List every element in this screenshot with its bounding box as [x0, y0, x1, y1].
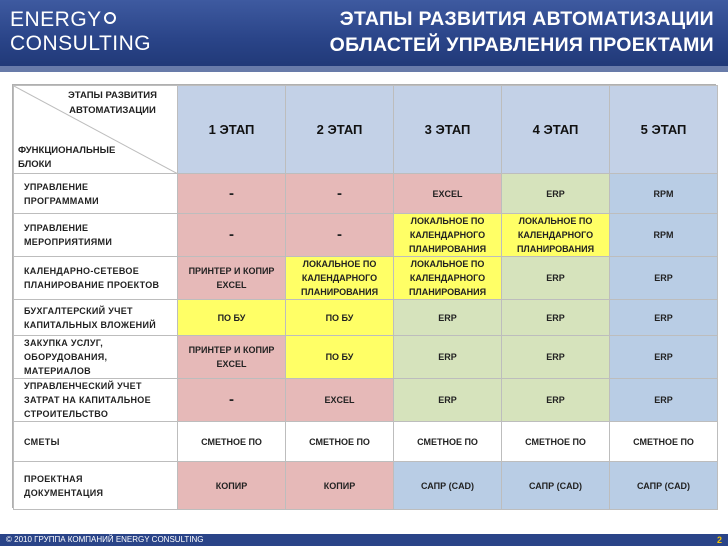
- header-stripe: [0, 66, 728, 72]
- row-label: [14, 379, 178, 422]
- table-cell: [178, 462, 286, 510]
- cell-text: EXCEL: [216, 359, 247, 369]
- table-cell: [502, 174, 610, 214]
- cell-text: КАЛЕНДАРНОГО: [301, 273, 378, 283]
- cell-text: КАЛЕНДАРНОГО: [517, 230, 594, 240]
- table-row: [14, 174, 718, 214]
- cell-text: ЛОКАЛЬНОЕ ПО: [410, 259, 485, 269]
- table-row: [14, 422, 718, 462]
- row-label: [14, 214, 178, 257]
- table-row: [14, 214, 718, 257]
- table-cell: [394, 462, 502, 510]
- slide-title: [330, 6, 714, 58]
- row-label-line: ДОКУМЕНТАЦИЯ: [24, 487, 104, 498]
- table-cell: [286, 422, 394, 462]
- table-corner-header: [14, 86, 178, 174]
- table-cell: [610, 336, 718, 379]
- cell-text: СМЕТНОЕ ПО: [201, 436, 262, 447]
- cell-text: ERP: [654, 312, 673, 323]
- cell-text: ERP: [438, 312, 457, 323]
- cell-text: -: [229, 391, 234, 408]
- logo-line-1: ENERGY: [10, 8, 151, 32]
- cell-text: ПЛАНИРОВАНИЯ: [408, 244, 487, 254]
- row-label: [14, 257, 178, 300]
- table-cell: [394, 214, 502, 257]
- row-label-line: УПРАВЛЕНИЕ: [24, 223, 89, 233]
- cell-text: ERP: [546, 312, 565, 323]
- table-cell: [286, 174, 394, 214]
- cell-text: RPM: [653, 230, 674, 240]
- row-label-line: СМЕТЫ: [24, 436, 60, 447]
- cell-text: ПО БУ: [325, 352, 354, 362]
- cell-text: ERP: [546, 188, 565, 199]
- cell-text: ERP: [438, 352, 457, 362]
- cell-text: ПРИНТЕР И КОПИР: [188, 266, 275, 276]
- cell-text: ЛОКАЛЬНОЕ ПО: [410, 216, 485, 226]
- table-cell: [610, 379, 718, 422]
- table-cell: [610, 214, 718, 257]
- copyright-text: © 2010 ГРУППА КОМПАНИЙ ENERGY CONSULTING: [6, 535, 204, 544]
- table-cell: [610, 257, 718, 300]
- cell-text: EXCEL: [216, 280, 247, 290]
- cell-text: -: [229, 184, 234, 202]
- table-row: [14, 462, 718, 510]
- table-cell: [286, 462, 394, 510]
- row-label-line: КАПИТАЛЬНЫХ ВЛОЖЕНИЙ: [24, 319, 156, 330]
- cell-text: ERP: [546, 352, 565, 362]
- table-cell: [394, 336, 502, 379]
- table-cell: [610, 174, 718, 214]
- row-label-line: ЗАТРАТ НА КАПИТАЛЬНОЕ: [24, 395, 151, 405]
- stage-header-1: 1 ЭТАП: [178, 86, 286, 174]
- row-label-line: ПЛАНИРОВАНИЕ ПРОЕКТОВ: [24, 280, 160, 290]
- automation-stages-table: [12, 84, 716, 508]
- table-row: [14, 336, 718, 379]
- logo-ring-icon: [104, 12, 116, 24]
- stage-header-4: 4 ЭТАП: [502, 86, 610, 174]
- row-label: [14, 300, 178, 336]
- table-cell: [178, 214, 286, 257]
- cell-text: КАЛЕНДАРНОГО: [409, 230, 486, 240]
- stage-header-2: 2 ЭТАП: [286, 86, 394, 174]
- table-cell: [178, 336, 286, 379]
- table-cell: [502, 462, 610, 510]
- table-cell: [502, 257, 610, 300]
- cell-text: ЛОКАЛЬНОЕ ПО: [302, 259, 377, 269]
- row-label-line: ЗАКУПКА УСЛУГ,: [24, 338, 103, 348]
- cell-text: ERP: [546, 273, 565, 283]
- slide-footer: [0, 534, 728, 546]
- row-label-line: КАЛЕНДАРНО-СЕТЕВОЕ: [24, 266, 140, 276]
- table-row: [14, 300, 718, 336]
- title-line-2: ОБЛАСТЕЙ УПРАВЛЕНИЯ ПРОЕКТАМИ: [329, 34, 714, 56]
- cell-text: ERP: [654, 352, 673, 362]
- cell-text: ERP: [546, 395, 565, 405]
- table-cell: [178, 174, 286, 214]
- row-label-line: ОБОРУДОВАНИЯ,: [24, 352, 108, 362]
- table-cell: [610, 300, 718, 336]
- table-cell: [394, 257, 502, 300]
- title-line-1: ЭТАПЫ РАЗВИТИЯ АВТОМАТИЗАЦИИ: [339, 8, 714, 30]
- table-cell: [286, 214, 394, 257]
- cell-text: ПРИНТЕР И КОПИР: [188, 345, 275, 355]
- row-label-line: ПРОЕКТНАЯ: [24, 473, 83, 484]
- cell-text: КОПИР: [323, 480, 356, 491]
- table-cell: [502, 300, 610, 336]
- table-cell: [286, 379, 394, 422]
- row-label: [14, 462, 178, 510]
- cell-text: ПЛАНИРОВАНИЯ: [408, 287, 487, 297]
- table-cell: [394, 300, 502, 336]
- table-cell: [394, 422, 502, 462]
- cell-text: СМЕТНОЕ ПО: [417, 436, 478, 447]
- table-cell: [610, 462, 718, 510]
- cell-text: ПЛАНИРОВАНИЯ: [516, 244, 595, 254]
- table-cell: [178, 300, 286, 336]
- table-cell: [502, 422, 610, 462]
- logo-line-2: CONSULTING: [10, 32, 152, 55]
- row-label: [14, 174, 178, 214]
- cell-text: EXCEL: [324, 395, 355, 405]
- row-label: [14, 336, 178, 379]
- cell-text: ПО БУ: [217, 312, 246, 323]
- cell-text: RPM: [653, 188, 674, 199]
- table-cell: [286, 336, 394, 379]
- cell-text: СМЕТНОЕ ПО: [633, 436, 694, 447]
- cell-text: -: [229, 226, 234, 243]
- table-row: [14, 257, 718, 300]
- cell-text: САПР (CAD): [636, 480, 691, 491]
- table-cell: [178, 257, 286, 300]
- table-cell: [286, 257, 394, 300]
- cell-text: САПР (CAD): [528, 480, 583, 491]
- corner-stages-label: ЭТАПЫ РАЗВИТИЯ АВТОМАТИЗАЦИИ: [68, 90, 157, 116]
- cell-text: EXCEL: [432, 188, 463, 199]
- slide-header: [0, 0, 728, 72]
- cell-text: -: [337, 184, 342, 202]
- cell-text: ЛОКАЛЬНОЕ ПО: [518, 216, 593, 226]
- stage-header-3: 3 ЭТАП: [394, 86, 502, 174]
- row-label-line: МЕРОПРИЯТИЯМИ: [24, 237, 113, 247]
- page-number: 2: [716, 535, 722, 545]
- cell-text: ERP: [654, 273, 673, 283]
- table-cell: [502, 214, 610, 257]
- table-cell: [286, 300, 394, 336]
- row-label-line: ПРОГРАММАМИ: [24, 195, 99, 206]
- table-cell: [502, 379, 610, 422]
- cell-text: -: [337, 226, 342, 243]
- cell-text: САПР (CAD): [420, 480, 475, 491]
- cell-text: СМЕТНОЕ ПО: [309, 436, 370, 447]
- table-cell: [178, 422, 286, 462]
- cell-text: ПЛАНИРОВАНИЯ: [300, 287, 379, 297]
- row-label-line: СТРОИТЕЛЬСТВО: [24, 409, 109, 419]
- row-label-line: УПРАВЛЕНЧЕСКИЙ УЧЕТ: [24, 381, 142, 391]
- cell-text: КАЛЕНДАРНОГО: [409, 273, 486, 283]
- table-cell: [394, 379, 502, 422]
- cell-text: КОПИР: [215, 480, 248, 491]
- corner-blocks-label: ФУНКЦИОНАЛЬНЫЕ БЛОКИ: [18, 145, 116, 170]
- row-label-line: УПРАВЛЕНИЕ: [24, 181, 89, 192]
- row-label-line: БУХГАЛТЕРСКИЙ УЧЕТ: [24, 305, 133, 316]
- row-label: [14, 422, 178, 462]
- table-cell: [178, 379, 286, 422]
- table-cell: [502, 336, 610, 379]
- cell-text: СМЕТНОЕ ПО: [525, 436, 586, 447]
- table-row: [14, 379, 718, 422]
- cell-text: ERP: [654, 395, 673, 405]
- table-cell: [394, 174, 502, 214]
- company-logo: [10, 8, 151, 56]
- stage-header-5: 5 ЭТАП: [610, 86, 718, 174]
- row-label-line: МАТЕРИАЛОВ: [24, 366, 91, 376]
- cell-text: ПО БУ: [325, 312, 354, 323]
- table-cell: [610, 422, 718, 462]
- cell-text: ERP: [438, 395, 457, 405]
